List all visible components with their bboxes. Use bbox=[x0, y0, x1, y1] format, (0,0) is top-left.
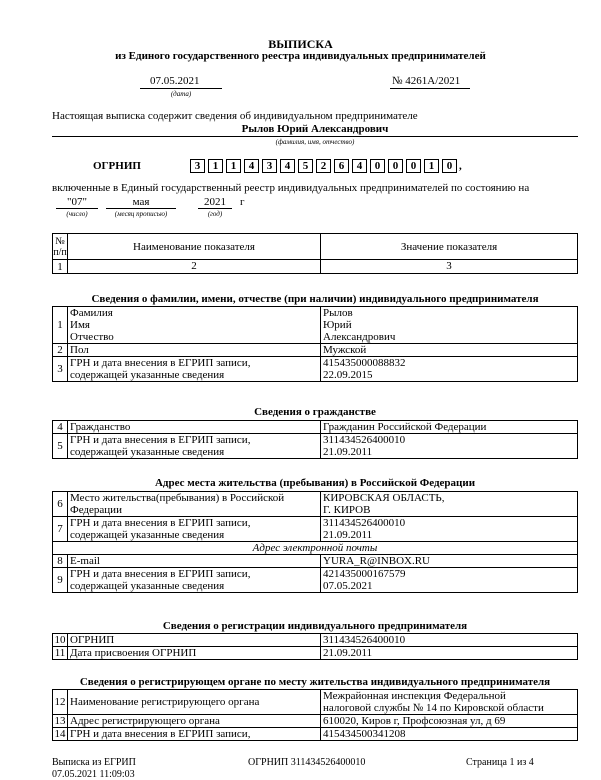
row-value bbox=[321, 357, 578, 382]
ogrnip-digit: 0 bbox=[388, 159, 403, 173]
table-row bbox=[53, 517, 578, 542]
ogrnip-digit: 2 bbox=[316, 159, 331, 173]
table-row bbox=[53, 492, 578, 517]
row-value bbox=[321, 434, 578, 459]
row-value bbox=[321, 492, 578, 517]
row-value: Мужской bbox=[321, 344, 578, 357]
key-line: содержащей указанные сведения bbox=[70, 580, 225, 592]
row-number: 2 bbox=[53, 344, 68, 357]
row-value: 21.09.2011 bbox=[321, 647, 578, 660]
document-subtitle: из Единого государственного реестра индивидуальных предпринимателей bbox=[115, 50, 486, 62]
col-name-header: Наименование показателя bbox=[68, 234, 321, 260]
ogrnip-digit: 3 bbox=[190, 159, 205, 173]
table-header bbox=[52, 233, 578, 274]
key-line: ГРН и дата внесения в ЕГРИП записи, bbox=[70, 568, 251, 580]
key-line: содержащей указанные сведения bbox=[70, 369, 225, 381]
section-title-citizenship: Сведения о гражданстве bbox=[254, 406, 376, 418]
value-line: 311434526400010 bbox=[323, 517, 406, 529]
row-number: 6 bbox=[53, 492, 68, 517]
row-number: 10 bbox=[54, 634, 66, 646]
table-citizenship bbox=[52, 420, 578, 459]
col-index-3: 3 bbox=[321, 260, 578, 274]
footer-ogrnip: ОГРНИП 311434526400010 bbox=[248, 757, 366, 768]
row-key bbox=[68, 568, 321, 593]
row-value bbox=[321, 568, 578, 593]
row-key: Пол bbox=[68, 344, 321, 357]
ogrnip-digit: 4 bbox=[280, 159, 295, 173]
table-row bbox=[53, 555, 578, 568]
table-authority bbox=[52, 689, 578, 741]
row-number: 12 bbox=[53, 690, 68, 715]
row-number: 13 bbox=[54, 715, 66, 727]
row-key bbox=[68, 307, 321, 344]
row-value: 610020, Киров г, Профсоюзная ул, д 69 bbox=[321, 715, 578, 728]
row-key: E-mail bbox=[68, 555, 321, 568]
value-line: 421435000167579 bbox=[323, 568, 406, 580]
email-subheader: Адрес электронной почты bbox=[53, 542, 578, 555]
ogrnip-digit: 1 bbox=[226, 159, 241, 173]
table-address bbox=[52, 491, 578, 593]
footer-left-title: Выписка из ЕГРИП bbox=[52, 757, 136, 768]
key-line: ГРН и дата внесения в ЕГРИП записи, bbox=[70, 517, 251, 529]
value-line: Александрович bbox=[323, 331, 396, 343]
key-line: Имя bbox=[70, 319, 90, 331]
value-line: Межрайонная инспекция Федеральной bbox=[323, 690, 506, 702]
intro-text: Настоящая выписка содержит сведения об индивидуальном предпринимателе bbox=[52, 110, 418, 122]
row-value bbox=[321, 517, 578, 542]
value-line: Рылов bbox=[323, 307, 353, 319]
footer-left-timestamp: 07.05.2021 11:09:03 bbox=[52, 769, 135, 780]
ogrnip-digit: 1 bbox=[208, 159, 223, 173]
key-line: содержащей указанные сведения bbox=[70, 446, 225, 458]
col-index-2: 2 bbox=[68, 260, 321, 274]
row-value: Гражданин Российской Федерации bbox=[321, 421, 578, 434]
section-title-address: Адрес места жительства (пребывания) в Российской Федерации bbox=[154, 477, 476, 489]
ogrnip-digit: 6 bbox=[334, 159, 349, 173]
year-suffix: г bbox=[240, 196, 245, 208]
row-number: 11 bbox=[53, 647, 68, 660]
row-key: Дата присвоения ОГРНИП bbox=[68, 647, 321, 660]
table-row bbox=[53, 634, 578, 647]
row-key: Наименование регистрирующего органа bbox=[68, 690, 321, 715]
table-row bbox=[53, 690, 578, 715]
report-month: мая bbox=[132, 196, 150, 208]
row-value: 311434526400010 bbox=[321, 634, 578, 647]
table-row bbox=[53, 344, 578, 357]
value-line: 21.09.2011 bbox=[323, 446, 373, 458]
value-line: Г. КИРОВ bbox=[323, 504, 371, 516]
row-number: 14 bbox=[54, 728, 66, 740]
ogrnip-digit: 0 bbox=[406, 159, 421, 173]
value-line: Юрий bbox=[323, 319, 352, 331]
row-key bbox=[68, 517, 321, 542]
row-number: 4 bbox=[53, 421, 68, 434]
ogrnip-comma: , bbox=[459, 160, 462, 172]
row-number: 1 bbox=[53, 307, 68, 344]
report-year: 2021 bbox=[204, 196, 226, 208]
ogrnip-digit: 4 bbox=[352, 159, 367, 173]
table-row bbox=[53, 542, 578, 555]
key-line: ГРН и дата внесения в ЕГРИП записи, bbox=[70, 357, 251, 369]
section-title-registration: Сведения о регистрации индивидуального предпринимателя bbox=[162, 620, 468, 632]
key-line: Отчество bbox=[70, 331, 114, 343]
row-number: 7 bbox=[53, 517, 68, 542]
ogrnip-digit: 0 bbox=[442, 159, 457, 173]
document-title: ВЫПИСКА bbox=[268, 37, 333, 51]
ogrnip-digit: 1 bbox=[424, 159, 439, 173]
row-key: ОГРНИП bbox=[68, 634, 321, 647]
extract-number: № 4261А/2021 bbox=[392, 75, 461, 87]
ogrnip-label: ОГРНИП bbox=[93, 160, 141, 172]
date-caption: (дата) bbox=[170, 90, 192, 98]
number-underline bbox=[390, 88, 470, 89]
footer-page-number: Страница 1 из 4 bbox=[466, 757, 534, 768]
day-underline bbox=[56, 208, 98, 209]
section-title-fio: Сведения о фамилии, имени, отчестве (при наличии) индивидуального предпринимателя bbox=[91, 293, 539, 305]
row-value: YURA_R@INBOX.RU bbox=[321, 555, 578, 568]
extract-date: 07.05.2021 bbox=[150, 75, 200, 87]
row-number: 9 bbox=[53, 568, 68, 593]
year-underline bbox=[198, 208, 232, 209]
report-day: "07" bbox=[67, 196, 87, 208]
key-line: ГРН и дата внесения в ЕГРИП записи, bbox=[70, 434, 251, 446]
table-row bbox=[53, 568, 578, 593]
table-row bbox=[53, 728, 578, 741]
year-caption: (год) bbox=[207, 210, 223, 218]
table-row bbox=[53, 421, 578, 434]
row-value bbox=[321, 307, 578, 344]
key-line: Фамилия bbox=[70, 307, 113, 319]
row-key bbox=[68, 492, 321, 517]
table-fio bbox=[52, 306, 578, 382]
key-line: содержащей указанные сведения bbox=[70, 529, 225, 541]
row-number: 8 bbox=[53, 555, 68, 568]
entrepreneur-fio: Рылов Юрий Александрович bbox=[241, 123, 389, 135]
row-key: Гражданство bbox=[68, 421, 321, 434]
table-row bbox=[53, 357, 578, 382]
value-line: 22.09.2015 bbox=[323, 369, 373, 381]
month-caption: (месяц прописью) bbox=[114, 210, 168, 218]
value-line: налоговой службы № 14 по Кировской области bbox=[323, 702, 544, 714]
row-key: Адрес регистрирующего органа bbox=[68, 715, 321, 728]
ogrnip-digit: 4 bbox=[244, 159, 259, 173]
value-line: 21.09.2011 bbox=[323, 529, 373, 541]
value-line: 415435000088832 bbox=[323, 357, 406, 369]
key-line: Место жительства(пребывания) в Российской bbox=[70, 492, 285, 504]
row-value bbox=[321, 690, 578, 715]
value-line: КИРОВСКАЯ ОБЛАСТЬ, bbox=[323, 492, 445, 504]
table-row bbox=[53, 434, 578, 459]
fio-caption: (фамилия, имя, отчество) bbox=[275, 138, 355, 146]
row-number: 3 bbox=[53, 357, 68, 382]
ogrnip-digit: 3 bbox=[262, 159, 277, 173]
included-text: включенные в Единый государственный реестр индивидуальных предпринимателей по состоянию на bbox=[52, 182, 530, 194]
col-value-header: Значение показателя bbox=[321, 234, 578, 260]
table-registration bbox=[52, 633, 578, 660]
value-line: 07.05.2021 bbox=[323, 580, 373, 592]
fio-underline bbox=[52, 136, 578, 137]
row-value: 415434500341208 bbox=[321, 728, 578, 741]
row-number: 5 bbox=[53, 434, 68, 459]
month-underline bbox=[106, 208, 176, 209]
row-key bbox=[68, 434, 321, 459]
table-row bbox=[53, 647, 578, 660]
value-line: 311434526400010 bbox=[323, 434, 406, 446]
col-num-header: № п/п bbox=[53, 235, 67, 258]
table-row bbox=[53, 307, 578, 344]
section-title-authority: Сведения о регистрирующем органе по месту жительства индивидуального предпринимателя bbox=[79, 676, 551, 688]
date-underline bbox=[140, 88, 222, 89]
key-line: Федерации bbox=[70, 504, 122, 516]
ogrnip-digit: 5 bbox=[298, 159, 313, 173]
table-row bbox=[53, 715, 578, 728]
row-key bbox=[68, 357, 321, 382]
ogrnip-digit: 0 bbox=[370, 159, 385, 173]
col-index-1: 1 bbox=[53, 260, 68, 274]
row-key: ГРН и дата внесения в ЕГРИП записи, bbox=[68, 728, 321, 741]
day-caption: (число) bbox=[66, 210, 88, 218]
